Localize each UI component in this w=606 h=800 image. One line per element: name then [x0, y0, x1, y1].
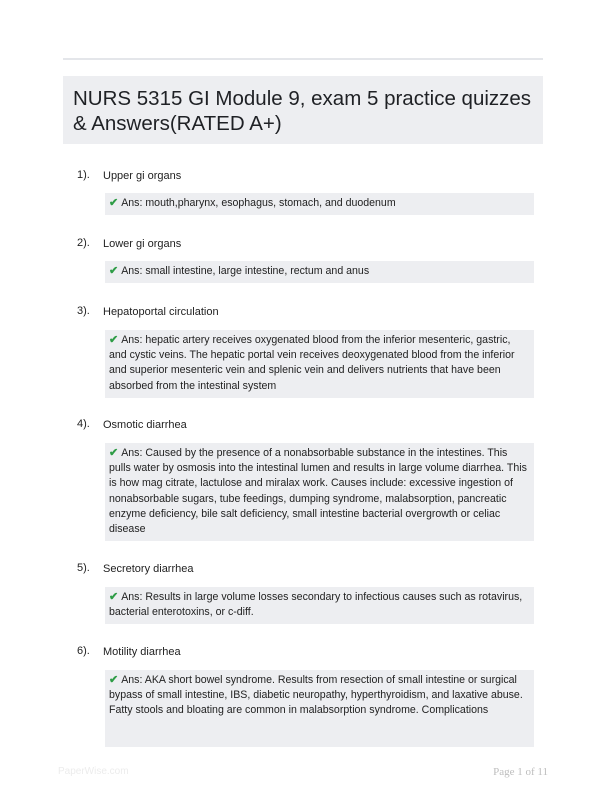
question-text: Secretory diarrhea — [103, 563, 194, 575]
check-icon: ✔ — [109, 197, 119, 209]
answer-box — [105, 670, 534, 747]
question-text: Hepatoportal circulation — [103, 306, 219, 318]
check-icon: ✔ — [109, 674, 119, 686]
check-icon: ✔ — [109, 265, 119, 277]
question-text: Lower gi organs — [103, 238, 182, 250]
check-icon: ✔ — [109, 447, 119, 459]
answer-text: Ans: AKA short bowel syndrome. Results from resection of small intestine or surgical bypass of small intestine, IBS, diabetic neuropathy, hyperthyroidism, and laxative abuse. Fatty stools and bloating are common in malabsorption syndrome. Complications — [109, 674, 523, 717]
question-text: Upper gi organs — [103, 170, 182, 182]
question-text: Motility diarrhea — [103, 646, 181, 658]
question-number: 3). — [77, 305, 90, 317]
question-number: 5). — [77, 562, 90, 574]
check-icon: ✔ — [109, 591, 119, 603]
title-banner — [63, 76, 543, 144]
watermark-text: PaperWise.com — [58, 766, 129, 777]
answer-text: Ans: Caused by the presence of a nonabsorbable substance in the intestines. This pulls water by osmosis into the intestinal lumen and results in large volume diarrhea. This is how mag citrate, lactulose and miralax work. Causes include: excessive ingestion of nonabsorbable sugars, tube feedings, dumping syndrome, malabsorption, pancreatic enzyme deficiency, bile salt deficiency, small intestine bacterial overgrowth or celiac disease — [109, 447, 527, 536]
question-number: 1). — [77, 169, 90, 181]
answer-text: Ans: Results in large volume losses secondary to infectious causes such as rotavirus, bacterial enterotoxins, or c-diff. — [109, 591, 523, 619]
answer-box — [105, 330, 534, 398]
answer-text: Ans: hepatic artery receives oxygenated blood from the inferior mesenteric, gastric, and cystic veins. The hepatic portal vein receives deoxygenated blood from the inferior and superior mesenteric vein and splenic vein and delivers nutrients that have been absorbed from the intestinal system — [109, 334, 515, 392]
top-divider — [63, 58, 543, 60]
check-icon: ✔ — [109, 334, 119, 346]
question-number: 2). — [77, 237, 90, 249]
answer-text: Ans: small intestine, large intestine, rectum and anus — [121, 265, 370, 277]
answer-box — [105, 193, 534, 215]
answer-box — [105, 587, 534, 624]
question-number: 4). — [77, 418, 90, 430]
question-text: Osmotic diarrhea — [103, 419, 187, 431]
answer-box — [105, 443, 534, 541]
answer-text: Ans: mouth,pharynx, esophagus, stomach, and duodenum — [121, 197, 396, 209]
page-title: NURS 5315 GI Module 9, exam 5 practice quizzes & Answers(RATED A+) — [73, 87, 532, 135]
question-number: 6). — [77, 645, 90, 657]
answer-box — [105, 261, 534, 283]
page-number: Page 1 of 11 — [493, 766, 548, 778]
